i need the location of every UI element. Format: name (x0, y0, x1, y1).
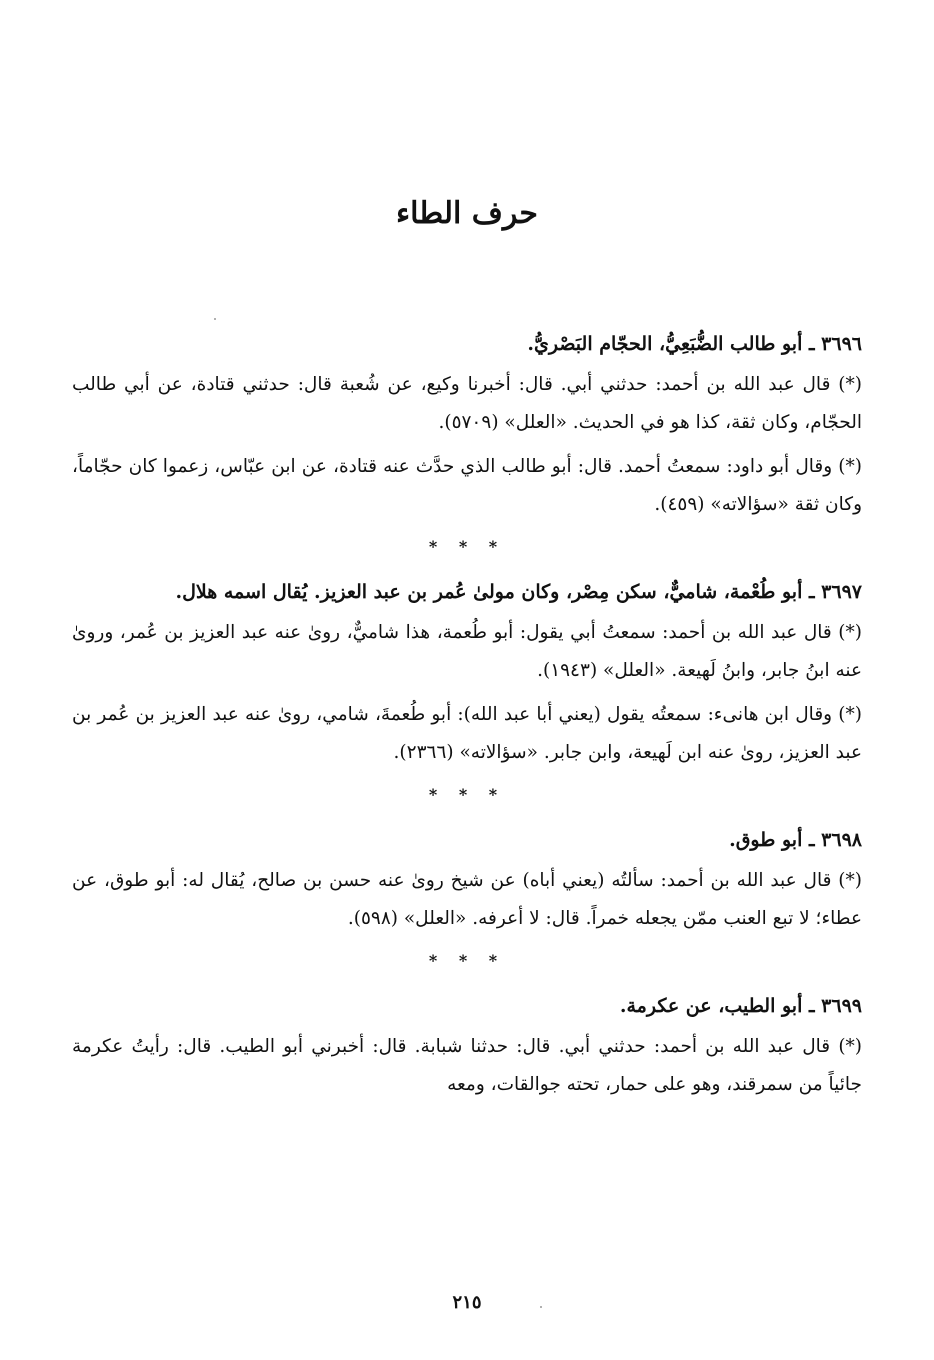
section-separator: * * * (428, 785, 506, 804)
page-number: ٢١٥ (452, 1292, 482, 1313)
section-separator: * * * (428, 537, 506, 556)
entry-paragraph: (*) قال عبد الله بن أحمد: حدثني أبي. قال: أخبرنا وكيع، عن شُعبة قال: حدثني قتادة، عن أبي طالب الحجّام، وكان ثقة، كذا هو في الحديث. «العلل» (٥٧٠٩). (72, 374, 862, 433)
entry-heading: ٣٦٩٩ ـ أبو الطيب، عن عكرمة. (619, 995, 862, 1017)
page-content (72, 322, 862, 1110)
entry-heading: ٣٦٩٧ ـ أبو طُعْمة، شاميٌّ، سكن مِصْر، وكان مولىٰ عُمر بن عبد العزيز. يُقال اسمه هلال. (175, 581, 862, 603)
entry-heading: ٣٦٩٦ ـ أبو طالب الضُّبَعِيُّ، الحجّام البَصْريُّ. (527, 333, 862, 355)
entry-paragraph: (*) قال عبد الله بن أحمد: سمعتُ أبي يقول: أبو طُعمة، هذا شاميٌّ، روىٰ عنه عبد العزيز بن عُمر، وروىٰ عنه ابنُ جابر، وابنُ لَهيعة. «العلل» (١٩٤٣). (72, 622, 862, 681)
scan-speck (214, 318, 216, 320)
section-separator: * * * (428, 951, 506, 970)
entry-3699 (72, 984, 862, 1104)
entry-paragraph: (*) وقال أبو داود: سمعتُ أحمد. قال: أبو طالب الذي حدَّث عنه قتادة، عن ابن عبّاس، زعموا كان حجّاماً، وكان ثقة «سؤالاته» (٤٥٩). (72, 456, 862, 515)
chapter-title: حرف الطاء (396, 196, 538, 231)
entry-paragraph: (*) قال عبد الله بن أحمد: سألتُه (يعني أباه) عن شيخ روىٰ عنه حسن بن صالح، يُقال له: أبو طوق، عن عطاء؛ لا تبع العنب ممّن يجعله خمراً. قال: لا أعرفه. «العلل» (٥٩٨). (72, 870, 862, 929)
entry-3698 (72, 818, 862, 938)
entry-paragraph: (*) قال عبد الله بن أحمد: حدثني أبي. قال: حدثنا شبابة. قال: أخبرني أبو الطيب. قال: رأيتُ عكرمة جائياً من سمرقند، وهو على حمار، تحته جوالقات، ومعه (72, 1036, 862, 1095)
entry-3696 (72, 322, 862, 524)
entry-heading: ٣٦٩٨ ـ أبو طوق. (729, 829, 862, 851)
entry-paragraph: (*) وقال ابن هانىء: سمعتُه يقول (يعني أبا عبد الله): أبو طُعمةَ، شامي، روىٰ عنه عبد العزيز بن عُمر بن عبد العزيز، روىٰ عنه ابن لَهيعة، وابن جابر. «سؤالاته» (٢٣٦٦). (72, 704, 862, 763)
entry-3697 (72, 570, 862, 772)
